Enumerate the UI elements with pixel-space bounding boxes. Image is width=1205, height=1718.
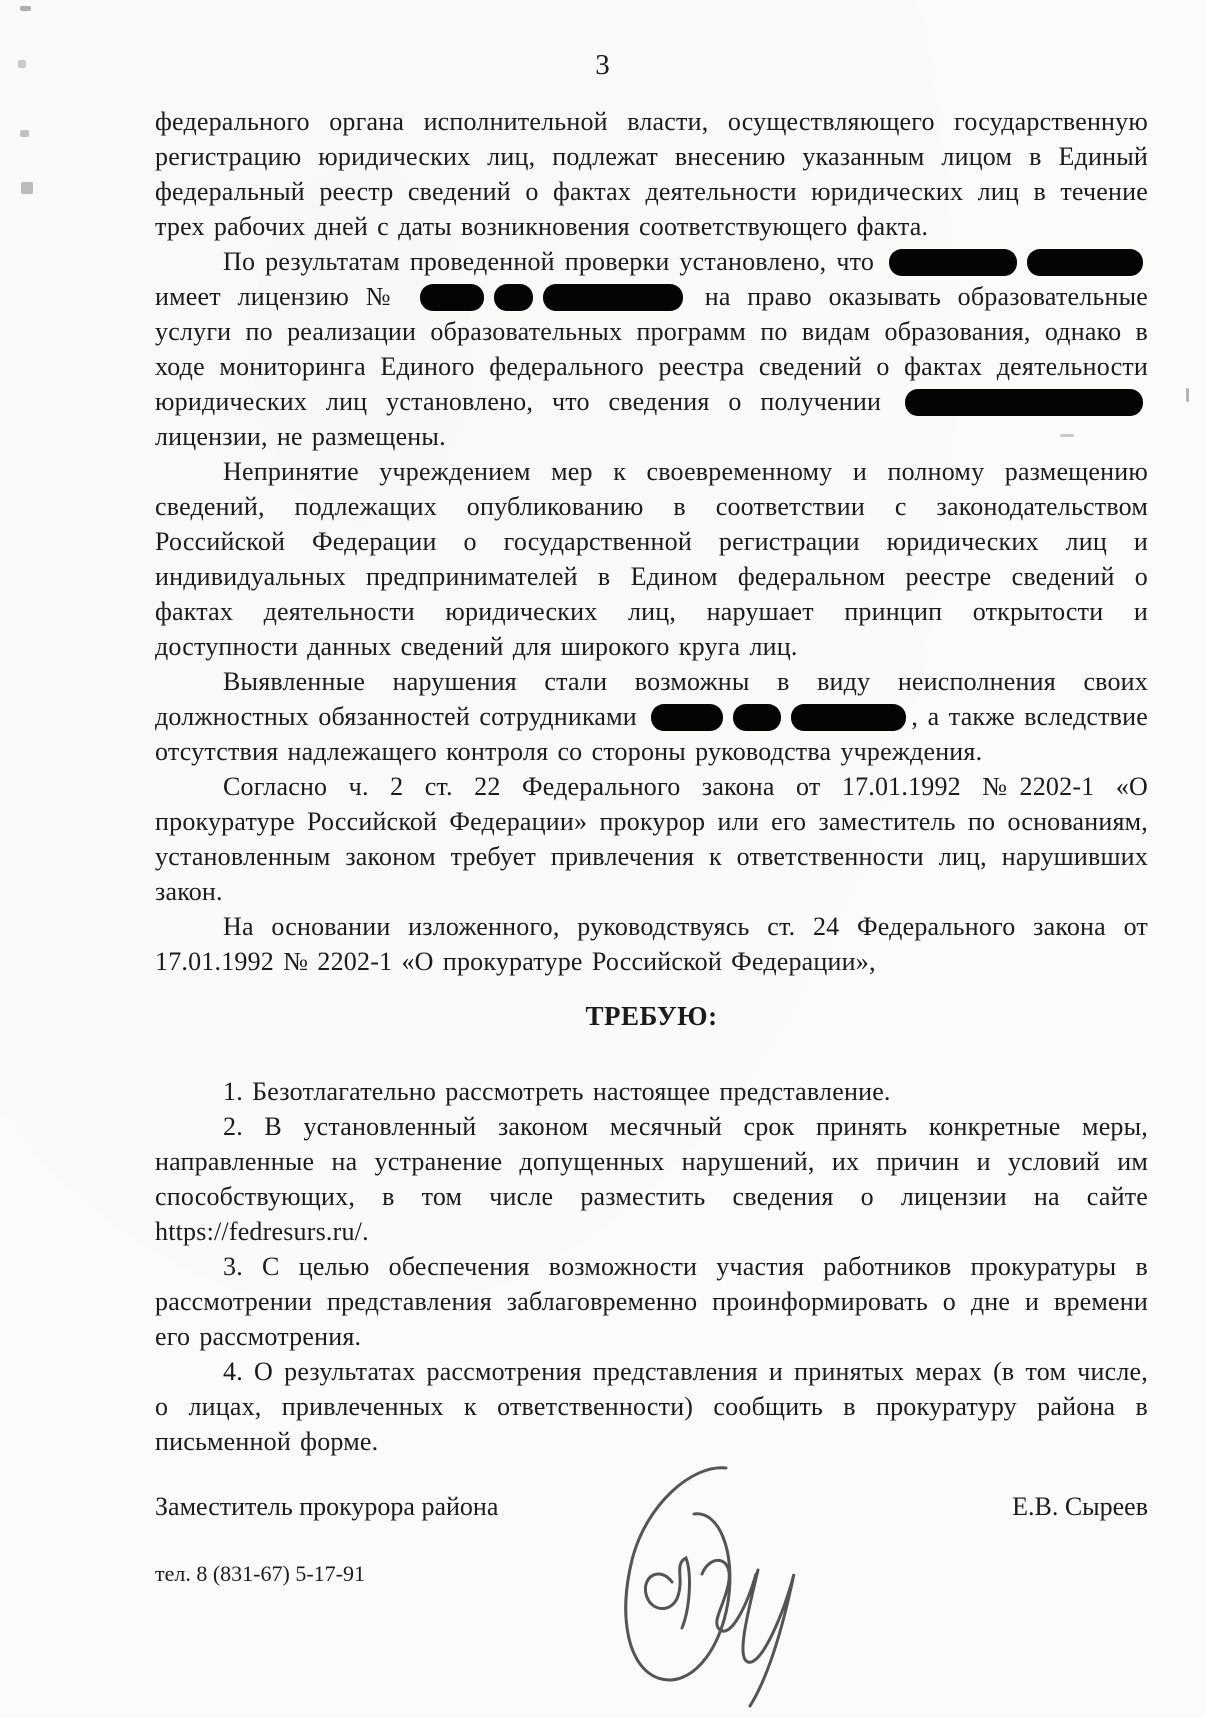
signature-row: [155, 1489, 1148, 1524]
redaction-bar: [791, 704, 906, 731]
redaction-bar: [733, 704, 781, 731]
redaction-bar: [1027, 249, 1143, 276]
paragraph: 1. Безотлагательно рассмотреть настоящее представление.: [223, 1077, 891, 1106]
document-body: [155, 104, 1148, 979]
phone-number: тел. 8 (831-67) 5-17-91: [155, 1561, 365, 1586]
paragraph: Согласно ч. 2 ст. 22 Федерального закона от 17.01.1992 №2202-1 «О прокуратуре Российской Федерации» прокурор или его заместитель по основаниям, установленным законом требует привлечения к ответственности лиц, нарушивших закон.: [155, 772, 1148, 906]
redaction-bar: [651, 704, 723, 731]
page-number: 3: [595, 49, 610, 81]
paragraph: Выявленные нарушения стали возможны в виду неисполнения своих должностных обязанностей сотрудниками , а также вследствие отсутствия надлежащего контроля со стороны руководства учреждения.: [155, 667, 1148, 766]
paragraph: 3. С целью обеспечения возможности участия работников прокуратуры в рассмотрении представления заблаговременно проинформировать о дне и времени его рассмотрения.: [155, 1252, 1148, 1351]
signer-role: Заместитель прокурора района: [155, 1492, 499, 1521]
demand-list: [155, 1074, 1148, 1459]
signer-name: Е.В. Сыреев: [1012, 1492, 1148, 1521]
redaction-bar: [905, 389, 1143, 416]
redaction-bar: [494, 284, 533, 311]
paragraph: 4. О результатах рассмотрения представления и принятых мерах (в том числе, о лицах, привлеченных к ответственности) сообщить в прокуратуру района в письменной форме.: [155, 1357, 1148, 1456]
scan-artifact: [1060, 434, 1074, 437]
scan-artifact: [1186, 388, 1189, 402]
scan-artifact: [20, 130, 29, 137]
redaction-bar: [420, 284, 484, 311]
scan-artifact: [20, 6, 31, 11]
scan-artifact: [21, 182, 33, 194]
paragraph: По результатам проведенной проверки установлено, что имеет лицензию № на право оказывать образовательные услуги по реализации образовательных программ по видам образования, однако в ходе мониторинга Единого федерального реестра сведений о фактах деятельности юридических лиц установлено, что сведения о получении лицензии, не размещены.: [155, 247, 1148, 451]
redaction-bar: [543, 284, 683, 311]
demand-heading: ТРЕБУЮ:: [585, 1001, 718, 1031]
redaction-bar: [889, 249, 1017, 276]
paragraph: Непринятие учреждением мер к своевременному и полному размещению сведений, подлежащих опубликованию в соответствии с законодательством Российской Федерации о государственной регистрации юридических лиц и индивидуальных предпринимателей в Едином федеральном реестре сведений о фактах деятельности юридических лиц, нарушает принцип открытости и доступности данных сведений для широкого круга лиц.: [155, 457, 1148, 661]
paragraph: федерального органа исполнительной власти, осуществляющего государственную регистрацию юридических лиц, подлежат внесению указанным лицом в Единый федеральный реестр сведений о фактах деятельности юридических лиц в течение трех рабочих дней с даты возникновения соответствующего факта.: [155, 107, 1148, 241]
paragraph: 2. В установленный законом месячный срок принять конкретные меры, направленные на устранение допущенных нарушений, их причин и условий им способствующих, в том числе разместить сведения о лицензии на сайте https://fedresurs.ru/.: [155, 1112, 1148, 1246]
paragraph: На основании изложенного, руководствуясь ст. 24 Федерального закона от 17.01.1992 № 2202-1 «О прокуратуре Российской Федерации»,: [155, 912, 1148, 976]
